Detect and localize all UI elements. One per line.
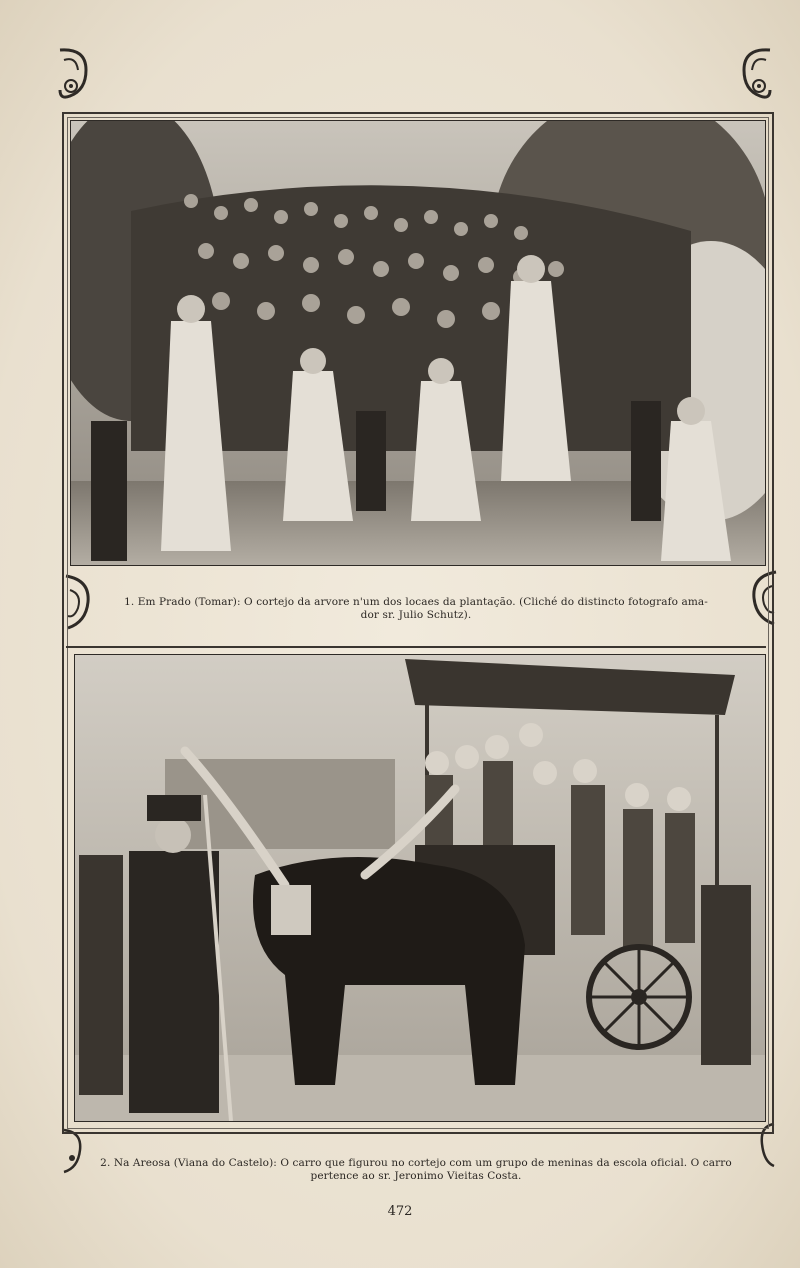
caption-line: dor sr. Julio Schutz). xyxy=(360,609,472,621)
section-divider xyxy=(66,646,766,648)
photo-tree-procession xyxy=(70,120,766,566)
page-number: 472 xyxy=(387,1204,413,1219)
scroll-flourish-icon xyxy=(738,46,774,108)
photo-ox-cart xyxy=(74,654,766,1122)
caption-line: pertence ao sr. Jeronimo Vieitas Costa. xyxy=(310,1170,522,1182)
figure-1-caption xyxy=(80,596,752,622)
figure-2-caption xyxy=(80,1157,752,1183)
scroll-flourish-icon xyxy=(56,46,92,108)
photo-ox-cart-image xyxy=(75,655,765,1121)
photo-tree-procession-image xyxy=(71,121,765,565)
caption-line: 2. Na Areosa (Viana do Castelo): O carro que figurou no cortejo com um grupo de meninas da escola oficial. O carro xyxy=(100,1157,732,1169)
caption-line: 1. Em Prado (Tomar): O cortejo da arvore n'um dos locaes da plantação. (Cliché do distincto fotografo ama- xyxy=(124,596,708,608)
